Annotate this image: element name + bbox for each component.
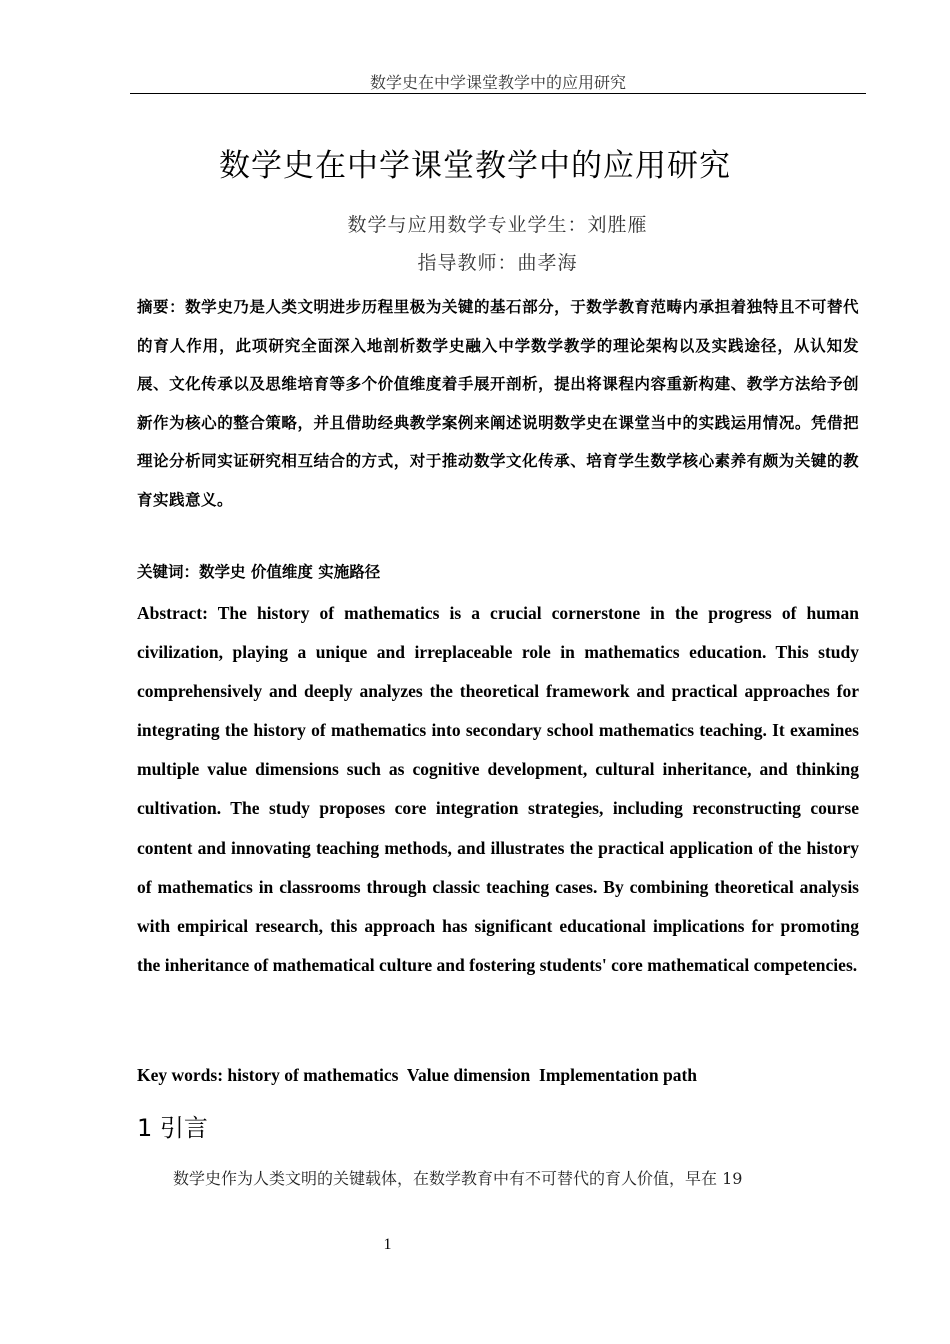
header-rule xyxy=(130,93,866,94)
english-abstract: Abstract: The history of mathematics is a crucial cornerstone in the progress of human civilization, playing a unique and irreplaceable role in mathematics education. This study comprehensively and deeply analyzes the theoretical framework and practical approaches for integrating the history of mathematics into secondary school mathematics teaching. It examines multiple value dimensions such as cognitive development, cultural inheritance, and thinking cultivation. The study proposes core integration strategies, including reconstructing course content and innovating teaching methods, and illustrates the practical application of the history of mathematics in classrooms through classic teaching cases. By combining theoretical analysis with empirical research, this approach has significant educational implications for promoting the inheritance of mathematical culture and fostering students' core mathematical competencies. xyxy=(137,603,859,975)
page-number: 1 xyxy=(383,1236,392,1253)
advisor-line: 指导教师：曲孝海 xyxy=(417,252,578,274)
author-line: 数学与应用数学专业学生：刘胜雁 xyxy=(347,214,648,236)
body-paragraph: 数学史作为人类文明的关键载体，在数学教育中有不可替代的育人价值，早在 19 xyxy=(173,1169,743,1188)
section-heading-introduction: 1 引言 xyxy=(137,1114,208,1142)
paper-title: 数学史在中学课堂教学中的应用研究 xyxy=(219,148,731,184)
chinese-keywords: 关键词：数学史 价值维度 实施路径 xyxy=(137,562,381,581)
running-header: 数学史在中学课堂教学中的应用研究 xyxy=(369,73,626,92)
english-keywords: Key words: history of mathematics Value dimension Implementation path xyxy=(137,1065,698,1085)
chinese-abstract: 摘要：数学史乃是人类文明进步历程里极为关键的基石部分，于数学教育范畴内承担着独特且不可替代的育人作用，此项研究全面深入地剖析数学史融入中学数学教学的理论架构以及实践途径，从认知发展、文化传承以及思维培育等多个价值维度着手展开剖析，提出将课程内容重新构建、教学方法给予创新作为核心的整合策略，并且借助经典教学案例来阐述说明数学史在课堂当中的实践运用情况。凭借把理论分析同实证研究相互结合的方式，对于推动数学文化传承、培育学生数学核心素养有颇为关键的教育实践意义。 xyxy=(137,297,859,509)
